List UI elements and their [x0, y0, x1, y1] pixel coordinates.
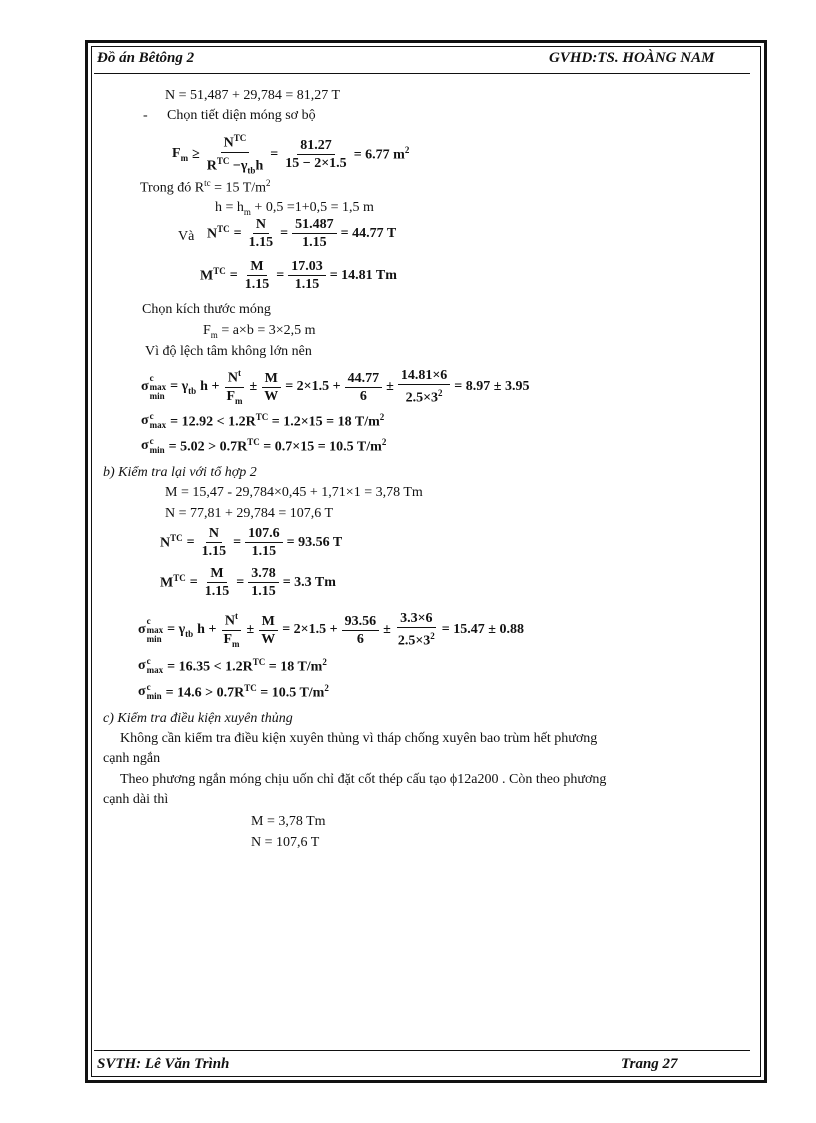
text-line: $F_m = a\times b = 3\times 2,5$ m	[203, 323, 316, 340]
text-line: $h = h_m + 0,5 =1+0,5 = 1,5$ m	[215, 200, 374, 217]
text-line: Vì độ lệch tâm không lớn nên	[145, 344, 312, 359]
formula-ntc: $N^{TC}$ = $\frac{N}{1.15}$ = $\frac{51.487}{1.15}$ = 44.77 T	[207, 217, 397, 250]
page-border-inner	[91, 46, 761, 1077]
text-line: N = 51,487 + 29,784 = 81,27 T	[165, 88, 341, 103]
formula-mtc-2: $M^{TC}$ = $\frac{M}{1.15}$ = $\frac{3.78}{1.15}$ = 3.3 Tm	[160, 566, 336, 599]
text-line: cạnh dài thì	[103, 792, 169, 807]
text-line: Và	[178, 229, 195, 244]
text-line: Chọn kích thước móng	[142, 302, 271, 317]
formula-sigma-max-2: σ c max = $16.35 < 1.2R^{TC} = 18$ $T/m^2$	[138, 656, 327, 676]
text-line: N = 77,81 + 29,784 = 107,6 T	[165, 506, 334, 521]
section-b-title: b) Kiểm tra lại với tổ hợp 2	[103, 465, 257, 480]
formula-sigma-1: σ c max min = $\gamma_{tb}$ h + $\frac{N^t}{F_m}$ ± $\frac{M}{W}$ = 2×1.5 + $\frac{44.77}{6}$ ± $\frac{14.81\times 6}{2.5\times 3^2}$ = 8.97 ± 3.95	[141, 365, 533, 409]
formula-sigma-min-1: σ c min = $5.02 > 0.7R^{TC} = 0.7\times 15 = 10.5$ $T/m^2$	[141, 436, 387, 456]
header-right: GVHD:TS. HOÀNG NAM	[549, 50, 715, 66]
text-line: M = 15,47 - 29,784×0,45 + 1,71×1 = 3,78 Tm	[165, 485, 423, 500]
formula-fm: $F_m$ ≥ $\frac{N^{TC}}{R^{TC} -\gamma_{tb}h}$ = $\frac{81.27}{15 - 2\times 1.5}$ = 6.77 $m^2$	[172, 130, 413, 179]
formula-sigma-2: σ c max min = $\gamma_{tb}$ h + $\frac{N^t}{F_m}$ ± $\frac{M}{W}$ = 2×1.5 + $\frac{93.56}{6}$ ± $\frac{3.3\times 6}{2.5\times 3^2}$ = 15.47 ± 0.88	[138, 608, 528, 652]
text-line: Trong đó $R^{tc} = 15$ $T/m^2$	[140, 178, 271, 196]
section-c-title: c) Kiểm tra điều kiện xuyên thủng	[103, 711, 293, 726]
footer-right: Trang 27	[621, 1056, 678, 1072]
text-line: M = 3,78 Tm	[251, 814, 326, 829]
text-line: Không cần kiểm tra điều kiện xuyên thủng vì tháp chống xuyên bao trùm hết phương	[120, 731, 598, 746]
text-line: cạnh ngắn	[103, 751, 161, 766]
header-left: Đồ án Bêtông 2	[97, 50, 195, 66]
formula-sigma-max-1: σ c max = $12.92 < 1.2R^{TC} = 1.2\times 15 = 18$ $T/m^2$	[141, 411, 385, 431]
footer-left: SVTH: Lê Văn Trình	[97, 1056, 230, 1072]
formula-sigma-min-2: σ c min = $14.6 > 0.7R^{TC} = 10.5$ $T/m^2$	[138, 682, 329, 702]
text-line: N = 107,6 T	[251, 835, 320, 850]
formula-mtc: $M^{TC}$ = $\frac{M}{1.15}$ = $\frac{17.03}{1.15}$ = 14.81 Tm	[200, 259, 397, 292]
formula-ntc-2: $N^{TC}$ = $\frac{N}{1.15}$ = $\frac{107.6}{1.15}$ = 93.56 T	[160, 526, 343, 559]
footer-rule	[94, 1050, 750, 1051]
text-line: Chọn tiết diện móng sơ bộ	[167, 108, 316, 123]
text-line: Theo phương ngắn móng chịu uốn chỉ đặt cốt thép cấu tạo ϕ12a200 . Còn theo phương	[120, 772, 607, 787]
header-rule	[94, 73, 750, 74]
bullet-dash: -	[143, 108, 148, 123]
